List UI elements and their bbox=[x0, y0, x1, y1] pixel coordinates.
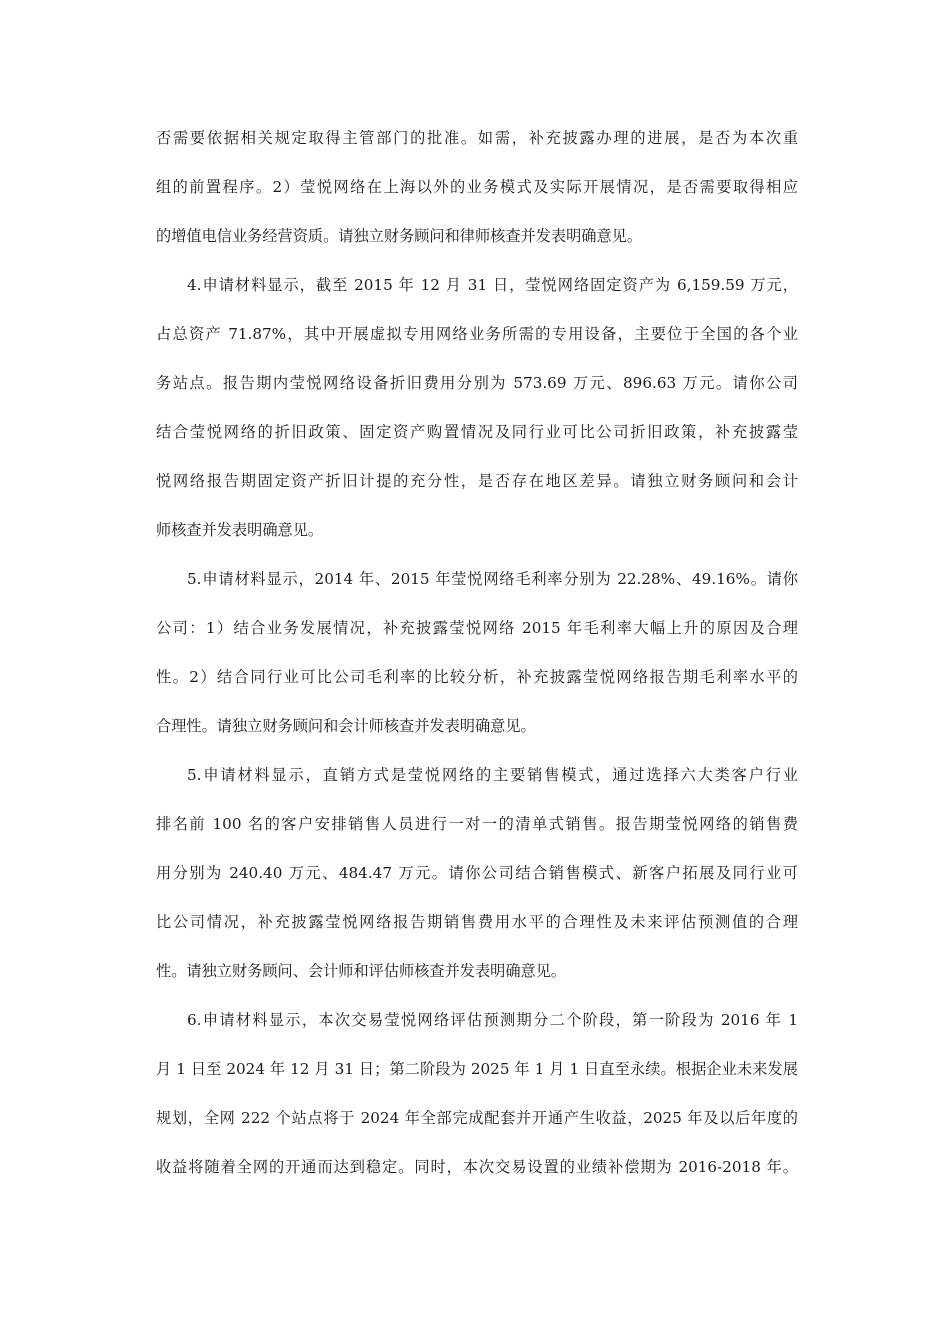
paragraph-5a-first-line: 5.申请材料显示，2014 年、2015 年莹悦网络毛利率分别为 22.28%、49.16%。请你 bbox=[187, 570, 798, 588]
text-line: 用分别为 240.40 万元、484.47 万元。请你公司结合销售模式、新客户拓展及同行业可 bbox=[156, 864, 798, 882]
text-line: 规划，全网 222 个站点将于 2024 年全部完成配套并开通产生收益，2025 年及以后年度的 bbox=[156, 1109, 798, 1127]
text-line: 结合莹悦网络的折旧政策、固定资产购置情况及同行业可比公司折旧政策，补充披露莹 bbox=[156, 423, 798, 441]
paragraph-4-first-line: 4.申请材料显示，截至 2015 年 12 月 31 日，莹悦网络固定资产为 6,159.59 万元， bbox=[187, 276, 798, 294]
text-line: 合理性。请独立财务顾问和会计师核查并发表明确意见。 bbox=[156, 717, 536, 735]
text-line: 比公司情况，补充披露莹悦网络报告期销售费用水平的合理性及未来评估预测值的合理 bbox=[156, 913, 798, 931]
text-line: 务站点。报告期内莹悦网络设备折旧费用分别为 573.69 万元、896.63 万元。请你公司 bbox=[156, 374, 798, 392]
text-line: 收益将随着全网的开通而达到稳定。同时，本次交易设置的业绩补偿期为 2016-2018 年。 bbox=[156, 1158, 798, 1176]
text-line: 组的前置程序。2）莹悦网络在上海以外的业务模式及实际开展情况，是否需要取得相应 bbox=[156, 178, 798, 196]
text-line: 排名前 100 名的客户安排销售人员进行一对一的清单式销售。报告期莹悦网络的销售费 bbox=[156, 815, 798, 833]
paragraph-6-first-line: 6.申请材料显示，本次交易莹悦网络评估预测期分二个阶段，第一阶段为 2016 年 1 bbox=[187, 1011, 798, 1029]
text-line: 性。请独立财务顾问、会计师和评估师核查并发表明确意见。 bbox=[156, 962, 567, 980]
text-line: 的增值电信业务经营资质。请独立财务顾问和律师核查并发表明确意见。 bbox=[156, 227, 642, 245]
text-line: 公司：1）结合业务发展情况，补充披露莹悦网络 2015 年毛利率大幅上升的原因及合理 bbox=[156, 619, 798, 637]
text-line: 悦网络报告期固定资产折旧计提的充分性，是否存在地区差异。请独立财务顾问和会计 bbox=[156, 472, 798, 490]
text-line: 月 1 日至 2024 年 12 月 31 日；第二阶段为 2025 年 1 月 1 日直至永续。根据企业未来发展 bbox=[156, 1060, 798, 1078]
paragraph-5b-first-line: 5.申请材料显示，直销方式是莹悦网络的主要销售模式，通过选择六大类客户行业 bbox=[187, 766, 798, 784]
text-line: 性。2）结合同行业可比公司毛利率的比较分析，补充披露莹悦网络报告期毛利率水平的 bbox=[156, 668, 798, 686]
text-line: 师核查并发表明确意见。 bbox=[156, 521, 324, 539]
text-line: 否需要依据相关规定取得主管部门的批准。如需，补充披露办理的进展，是否为本次重 bbox=[156, 129, 798, 147]
text-line: 占总资产 71.87%，其中开展虚拟专用网络业务所需的专用设备，主要位于全国的各个业 bbox=[156, 325, 798, 343]
